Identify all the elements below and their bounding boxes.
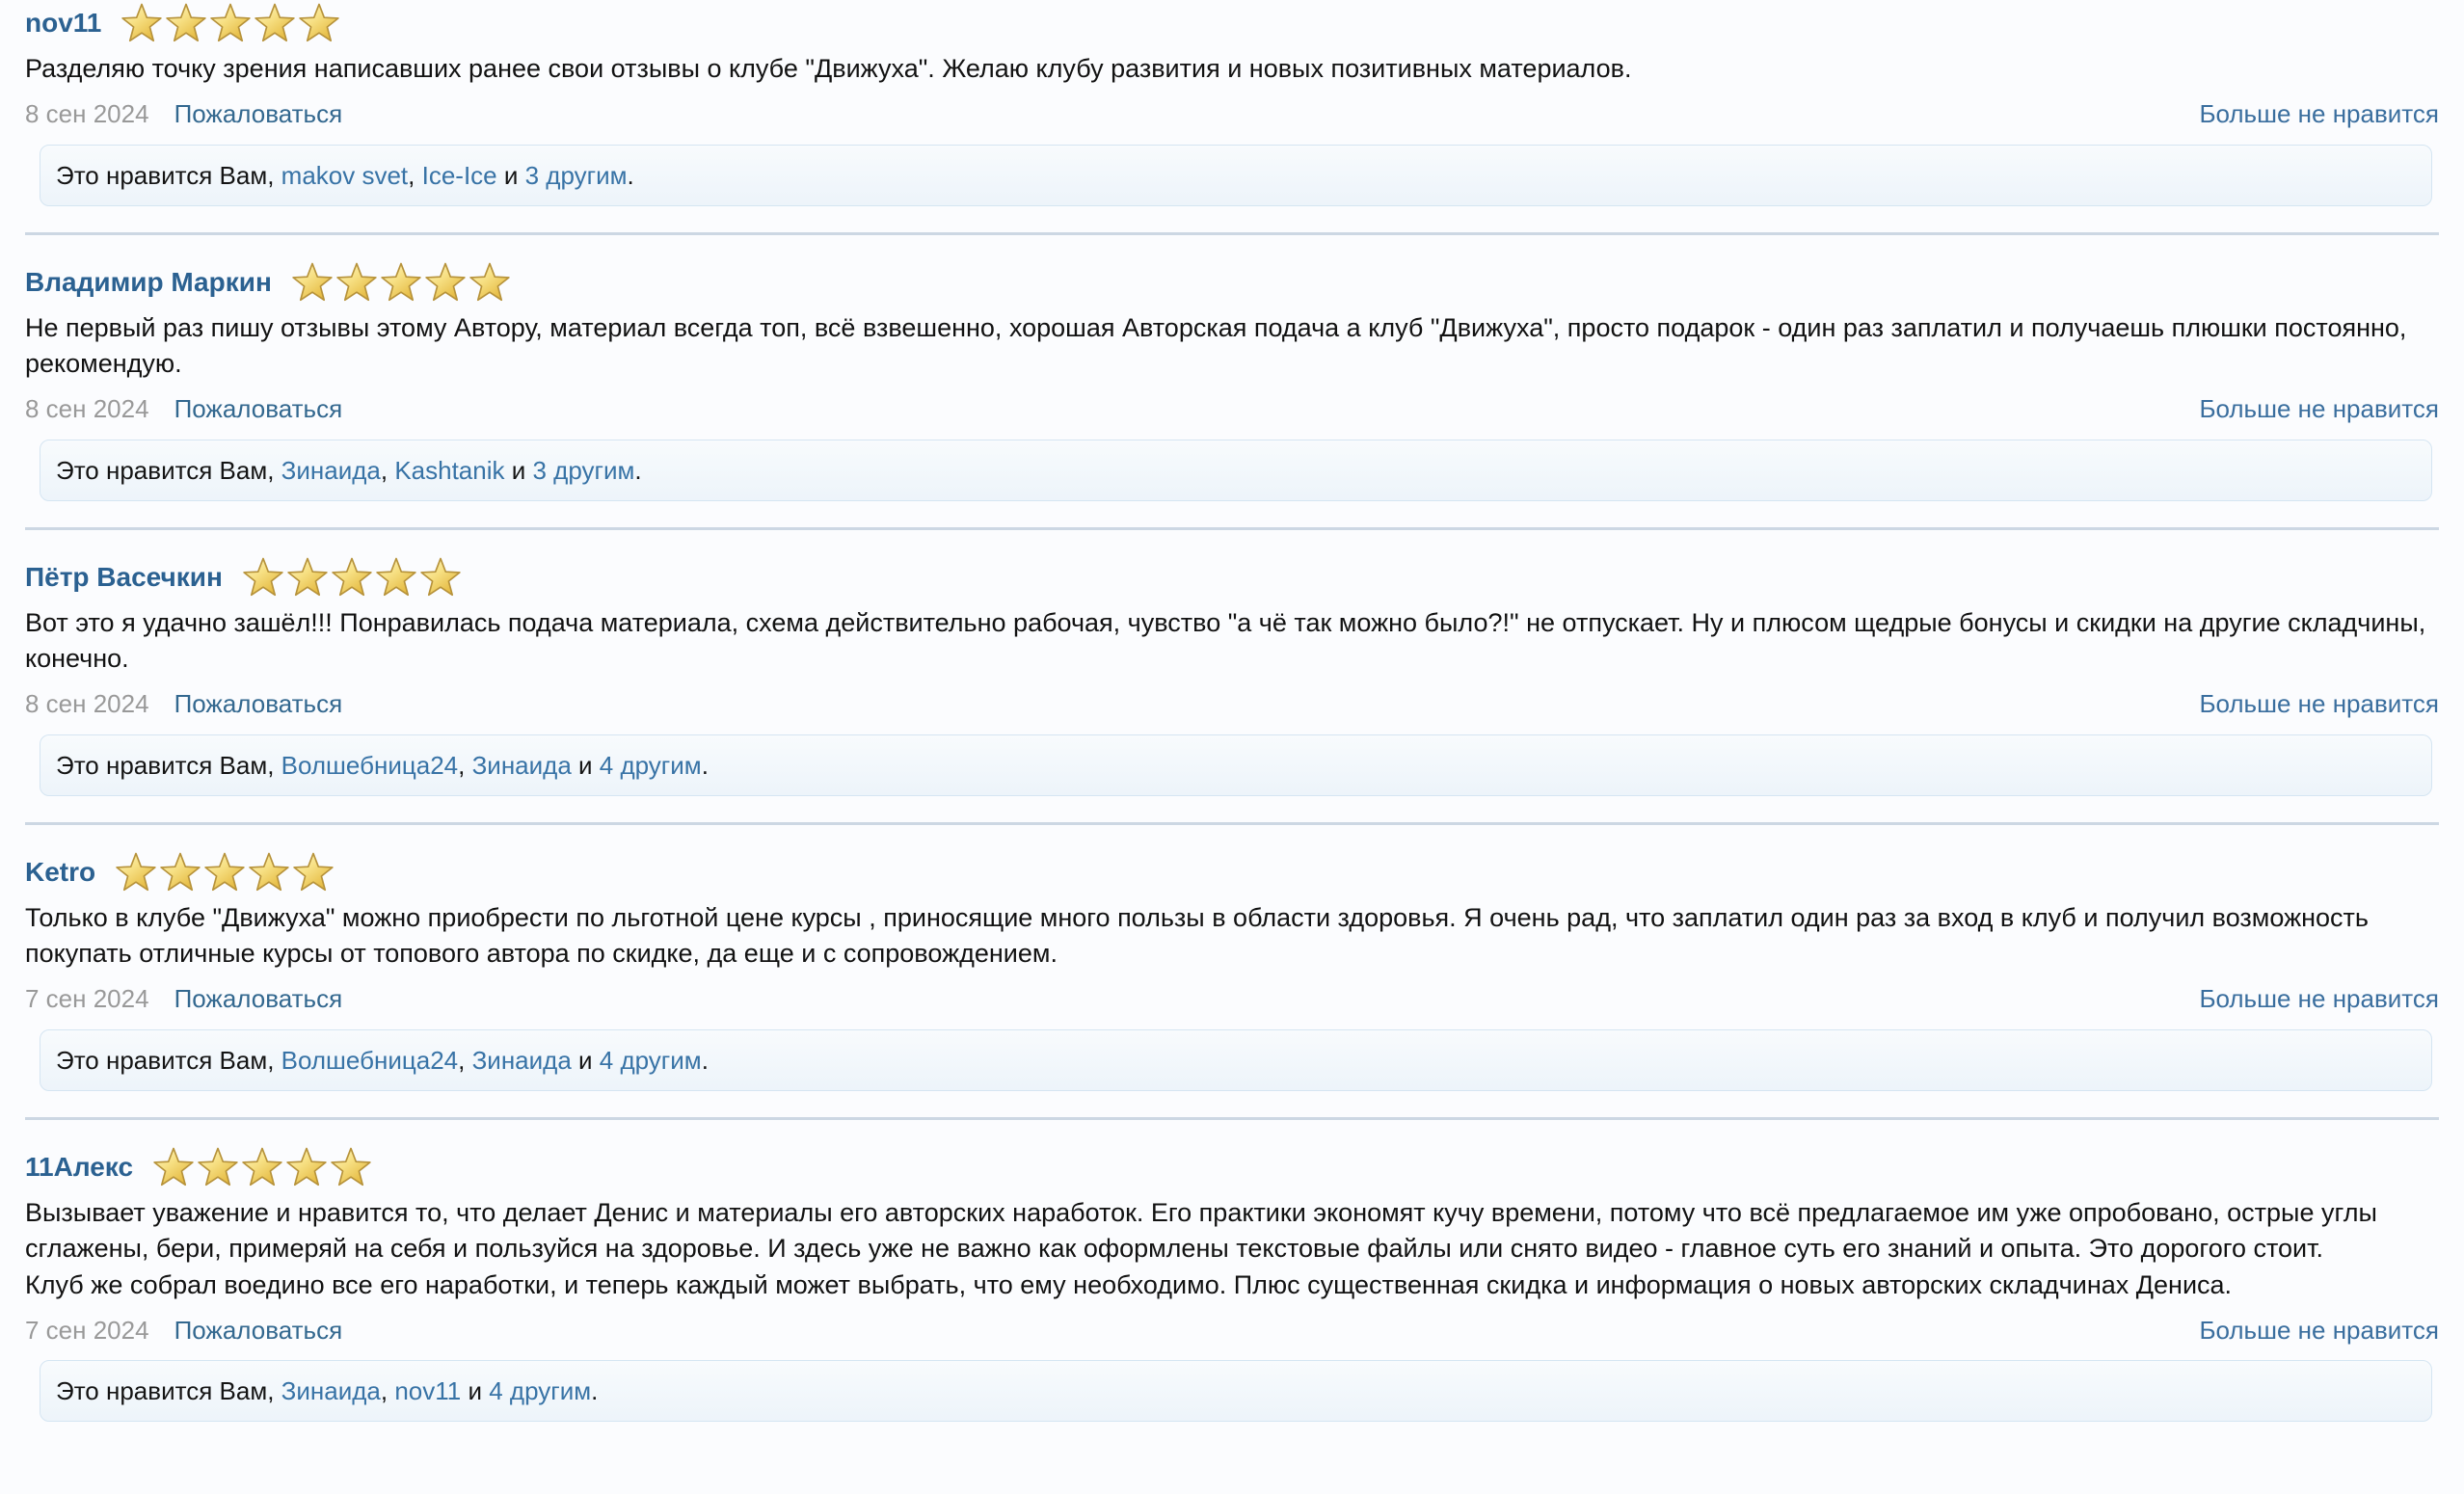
unlike-link[interactable]: Больше не нравится — [2199, 689, 2439, 718]
likes-text: и — [571, 750, 600, 780]
liked-user-link[interactable]: Зинаида — [471, 750, 572, 780]
report-link[interactable]: Пожаловаться — [174, 689, 343, 718]
liked-user-link[interactable]: makov svet — [281, 160, 409, 190]
review-paragraph: Разделяю точку зрения написавших ранее свои отзывы о клубе "Движуха". Желаю клубу развития и новых позитивных материалов. — [25, 54, 1632, 83]
star-icon — [298, 3, 340, 43]
review-text — [25, 900, 2439, 973]
liked-user-link[interactable]: Волшебница24 — [281, 1045, 459, 1075]
likes-text: Это нравится Вам, — [56, 160, 281, 190]
likes-text: . — [627, 160, 634, 190]
star-icon — [242, 557, 284, 598]
review-text — [25, 605, 2439, 678]
review-meta — [25, 395, 2439, 424]
star-icon — [469, 262, 511, 303]
review-text — [25, 1195, 2439, 1304]
review-paragraph: Вот это я удачно зашёл!!! Понравилась подача материала, схема действительно рабочая, чувство "а чё так можно было?!" не отпускает. Ну и плюсом щедрые бонусы и скидки на другие складчины, конечно. — [25, 607, 2426, 673]
likes-text: , — [380, 455, 395, 485]
report-link[interactable]: Пожаловаться — [174, 984, 343, 1013]
review-date: 7 сен 2024 — [25, 1315, 149, 1345]
likes-summary — [40, 1360, 2432, 1422]
likes-text: Это нравится Вам, — [56, 1045, 281, 1075]
review-item — [25, 825, 2439, 1120]
likes-text: Это нравится Вам, — [56, 455, 281, 485]
likes-text: . — [701, 1045, 709, 1075]
likes-summary — [40, 734, 2432, 796]
likes-text: и — [571, 1045, 600, 1075]
review-header — [25, 1145, 2439, 1189]
likes-text: , — [458, 1045, 472, 1075]
liked-user-link[interactable]: Зинаида — [471, 1045, 572, 1075]
unlike-link[interactable]: Больше не нравится — [2199, 99, 2439, 128]
liked-user-link[interactable]: 3 другим — [524, 160, 628, 190]
review-item — [25, 1120, 2439, 1423]
review-date: 8 сен 2024 — [25, 394, 149, 423]
star-icon — [241, 1147, 283, 1187]
review-header — [25, 260, 2439, 305]
rating-stars — [115, 852, 335, 893]
star-icon — [209, 3, 252, 43]
liked-user-link[interactable]: 3 другим — [532, 455, 635, 485]
star-icon — [152, 1147, 195, 1187]
star-icon — [197, 1147, 239, 1187]
star-icon — [424, 262, 467, 303]
liked-user-link[interactable]: Волшебница24 — [281, 750, 459, 780]
review-paragraph: Не первый раз пишу отзывы этому Автору, материал всегда топ, всё взвешенно, хорошая Авторская подача а клуб "Движуха", просто подарок - один раз заплатил и получаешь плюшки постоянно, рекомендую. — [25, 312, 2407, 378]
star-icon — [291, 262, 334, 303]
liked-user-link[interactable]: 4 другим — [599, 1045, 702, 1075]
review-meta — [25, 100, 2439, 129]
star-icon — [285, 1147, 328, 1187]
likes-text: и — [504, 455, 533, 485]
rating-stars — [242, 557, 462, 598]
review-date: 8 сен 2024 — [25, 99, 149, 128]
likes-text: , — [408, 160, 422, 190]
liked-user-link[interactable]: 4 другим — [489, 1376, 592, 1405]
liked-user-link[interactable]: nov11 — [394, 1376, 462, 1405]
star-icon — [286, 557, 329, 598]
review-header — [25, 555, 2439, 600]
likes-text: и — [496, 160, 525, 190]
likes-text: , — [458, 750, 472, 780]
unlike-link[interactable]: Больше не нравится — [2199, 1315, 2439, 1345]
review-text — [25, 310, 2439, 383]
report-link[interactable]: Пожаловаться — [174, 1315, 343, 1345]
rating-stars — [291, 262, 511, 303]
liked-user-link[interactable]: 4 другим — [599, 750, 702, 780]
liked-user-link[interactable]: Зинаида — [281, 1376, 381, 1405]
review-item — [25, 235, 2439, 530]
review-header — [25, 1, 2439, 45]
star-icon — [254, 3, 296, 43]
star-icon — [121, 3, 163, 43]
review-author-link[interactable]: 11Алекс — [25, 1151, 134, 1182]
likes-text: Это нравится Вам, — [56, 1376, 281, 1405]
review-date: 8 сен 2024 — [25, 689, 149, 718]
report-link[interactable]: Пожаловаться — [174, 394, 343, 423]
star-icon — [203, 852, 246, 893]
review-author-link[interactable]: Ketro — [25, 856, 96, 887]
review-paragraph: Только в клубе "Движуха" можно приобрести по льготной цене курсы , приносящие много пользы в области здоровья. Я очень рад, что заплатил один раз за вход в клуб и получил возможность покупать отличные курсы от топового автора по скидке, да еще и с сопровождением. — [25, 902, 2369, 968]
review-author-link[interactable]: nov11 — [25, 8, 102, 38]
star-icon — [292, 852, 335, 893]
review-date: 7 сен 2024 — [25, 984, 149, 1013]
liked-user-link[interactable]: Зинаида — [281, 455, 381, 485]
star-icon — [380, 262, 422, 303]
star-icon — [375, 557, 417, 598]
star-icon — [330, 1147, 372, 1187]
likes-text: . — [591, 1376, 599, 1405]
review-header — [25, 850, 2439, 894]
star-icon — [335, 262, 378, 303]
review-paragraph: Вызывает уважение и нравится то, что делает Денис и материалы его авторских наработок. Его практики экономят кучу времени, потому что всё предлагаемое им уже опробовано, острые углы сглажены, бери, примеряй на себя и пользуйся на здоровье. И здесь уже не важно как оформлены текстовые файлы или снято видео - главное суть его знаний и опыта. Это дорогого стоит. — [25, 1197, 2377, 1263]
star-icon — [248, 852, 290, 893]
likes-summary — [40, 440, 2432, 501]
star-icon — [115, 852, 157, 893]
review-meta — [25, 690, 2439, 719]
review-item — [25, 0, 2439, 235]
liked-user-link[interactable]: Ice-Ice — [421, 160, 497, 190]
star-icon — [165, 3, 207, 43]
likes-summary — [40, 1029, 2432, 1091]
review-meta — [25, 1316, 2439, 1345]
liked-user-link[interactable]: Kashtanik — [394, 455, 505, 485]
rating-stars — [152, 1147, 372, 1187]
review-meta — [25, 985, 2439, 1014]
rating-stars — [121, 3, 340, 43]
review-text — [25, 51, 2439, 88]
report-link[interactable]: Пожаловаться — [174, 99, 343, 128]
review-author-link[interactable]: Владимир Маркин — [25, 266, 272, 297]
likes-text: и — [461, 1376, 490, 1405]
likes-text: . — [701, 750, 709, 780]
likes-summary — [40, 145, 2432, 206]
review-item — [25, 530, 2439, 825]
star-icon — [419, 557, 462, 598]
star-icon — [331, 557, 373, 598]
likes-text: Это нравится Вам, — [56, 750, 281, 780]
review-author-link[interactable]: Пётр Васечкин — [25, 561, 223, 592]
likes-text: . — [634, 455, 642, 485]
unlike-link[interactable]: Больше не нравится — [2199, 394, 2439, 423]
unlike-link[interactable]: Больше не нравится — [2199, 984, 2439, 1013]
review-paragraph: Клуб же собрал воедино все его наработки, и теперь каждый может выбрать, что ему необходимо. Плюс существенная скидка и информация о новых авторских складчинах Дениса. — [25, 1269, 2233, 1299]
likes-text: , — [380, 1376, 395, 1405]
star-icon — [159, 852, 201, 893]
